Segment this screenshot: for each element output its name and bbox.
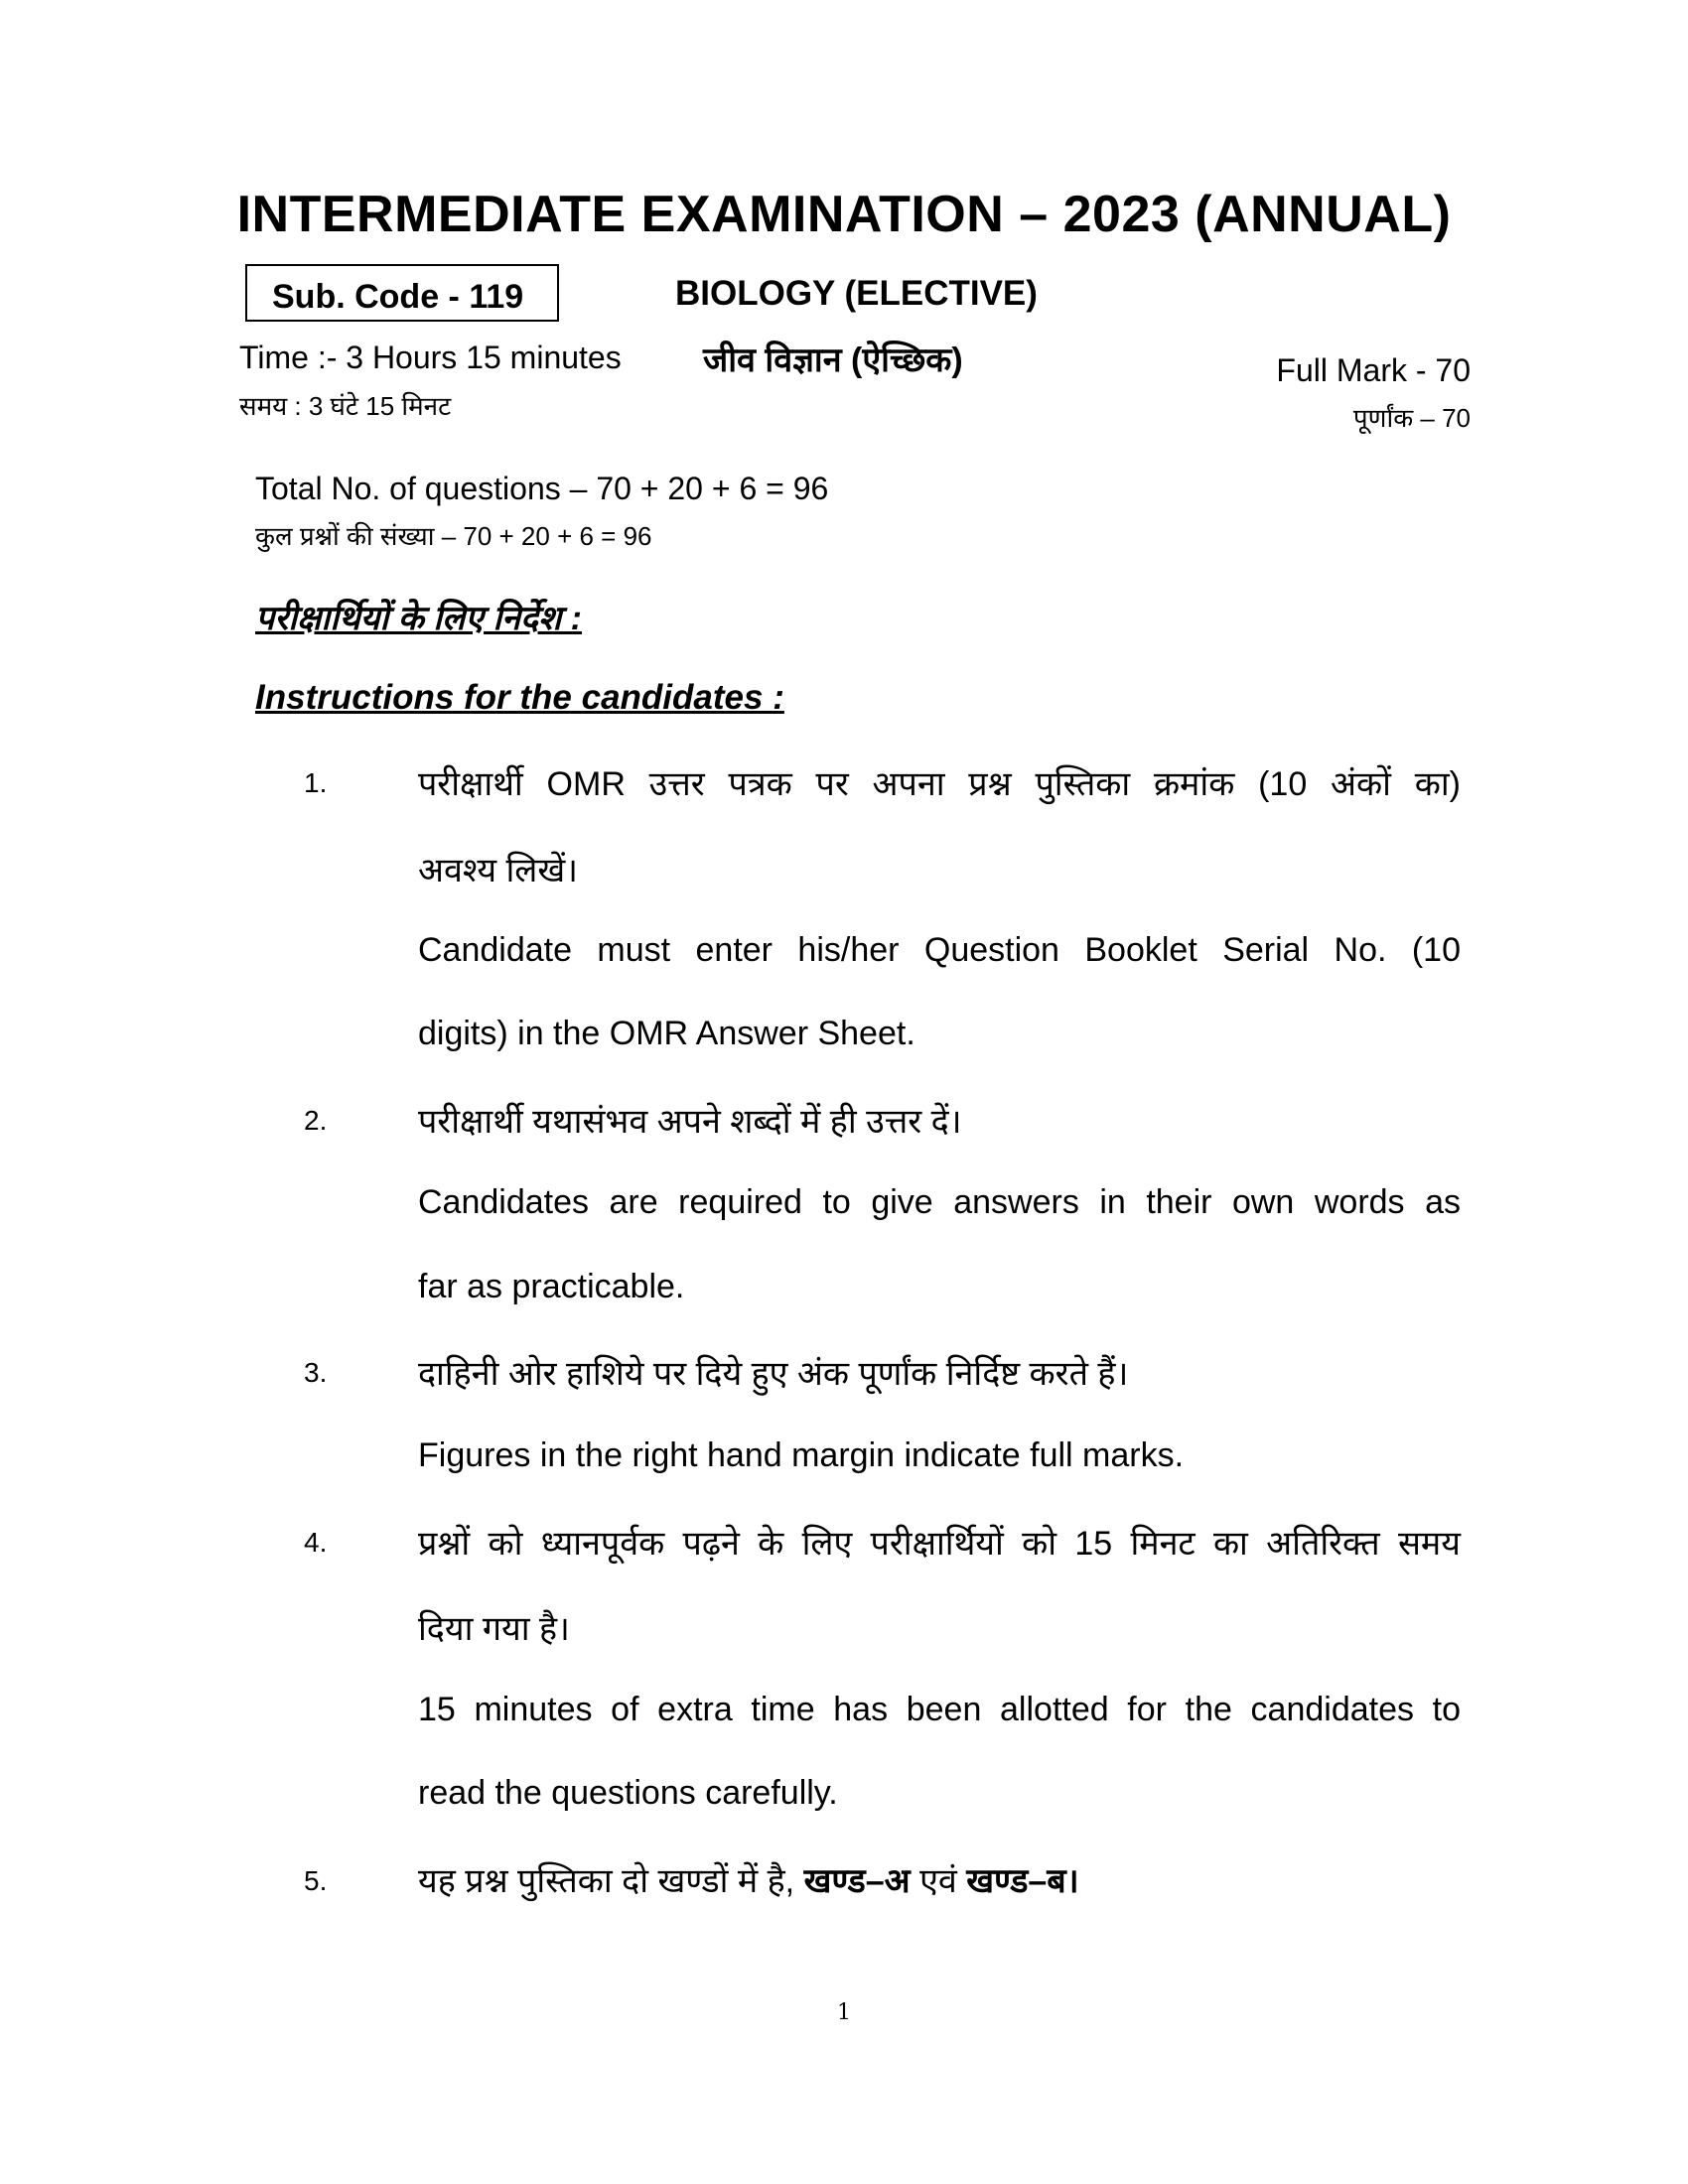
instruction-text-en: read the questions carefully. xyxy=(418,1774,838,1812)
instruction-text-hi: अवश्य लिखें। xyxy=(418,852,579,889)
total-questions-hi: कुल प्रश्नों की संख्या – 70 + 20 + 6 = 96 xyxy=(255,521,652,551)
instruction-text-hi: परीक्षार्थी यथासंभव अपने शब्दों में ही उत्तर दें। xyxy=(418,1103,962,1141)
instruction-text-part: यह प्रश्न पुस्तिका दो खण्डों में है, xyxy=(418,1862,804,1900)
instruction-number: 2. xyxy=(304,1105,328,1136)
page-number: 1 xyxy=(837,2000,851,2025)
exam-title: INTERMEDIATE EXAMINATION – 2023 (ANNUAL) xyxy=(236,186,1452,243)
full-mark-en: Full Mark - 70 xyxy=(1276,352,1471,388)
instruction-text-hi xyxy=(418,1856,1461,1902)
instruction-number: 3. xyxy=(304,1357,328,1388)
instruction-number: 4. xyxy=(304,1527,328,1558)
instruction-text-hi: दाहिनी ओर हाशिये पर दिये हुए अंक पूर्णांक निर्दिष्ट करते हैं। xyxy=(418,1355,1129,1393)
full-mark-hi: पूर्णांक – 70 xyxy=(1352,403,1471,433)
instruction-text-en: far as practicable. xyxy=(418,1268,685,1305)
total-questions-en: Total No. of questions – 70 + 20 + 6 = 96 xyxy=(255,471,829,506)
instruction-text-hi: दिया गया है। xyxy=(418,1610,570,1648)
instruction-text-en: Candidates are required to give answers in their own words as xyxy=(418,1183,1461,1221)
instructions-heading-en: Instructions for the candidates : xyxy=(255,678,784,717)
section-a-label: खण्ड–अ xyxy=(803,1862,911,1900)
subject-title-en: BIOLOGY (ELECTIVE) xyxy=(675,274,1038,313)
instructions-heading-hi: परीक्षार्थियों के लिए निर्देश : xyxy=(255,600,582,637)
time-hi: समय : 3 घंटे 15 मिनट xyxy=(239,391,452,421)
section-b-label: खण्ड–ब। xyxy=(966,1862,1079,1900)
subject-title-hi: जीव विज्ञान (ऐच्छिक) xyxy=(703,341,963,379)
time-en: Time :- 3 Hours 15 minutes xyxy=(239,340,622,375)
sub-code: Sub. Code - 119 xyxy=(272,278,524,316)
instruction-text-en: Figures in the right hand margin indicate full marks. xyxy=(418,1436,1185,1474)
instruction-text-hi: प्रश्नों को ध्यानपूर्वक पढ़ने के लिए परीक्षार्थियों को 15 मिनट का अतिरिक्त समय xyxy=(418,1525,1461,1563)
instruction-number: 1. xyxy=(304,767,328,798)
instruction-text-en: digits) in the OMR Answer Sheet. xyxy=(418,1015,915,1052)
instruction-text-part: एवं xyxy=(910,1862,967,1900)
instruction-text-en: Candidate must enter his/her Question Booklet Serial No. (10 xyxy=(418,931,1461,969)
instruction-number: 5. xyxy=(304,1865,328,1896)
instruction-text-hi: परीक्षार्थी OMR उत्तर पत्रक पर अपना प्रश्न पुस्तिका क्रमांक (10 अंकों का) xyxy=(418,765,1461,803)
instruction-text-en: 15 minutes of extra time has been allotted for the candidates to xyxy=(418,1691,1461,1728)
